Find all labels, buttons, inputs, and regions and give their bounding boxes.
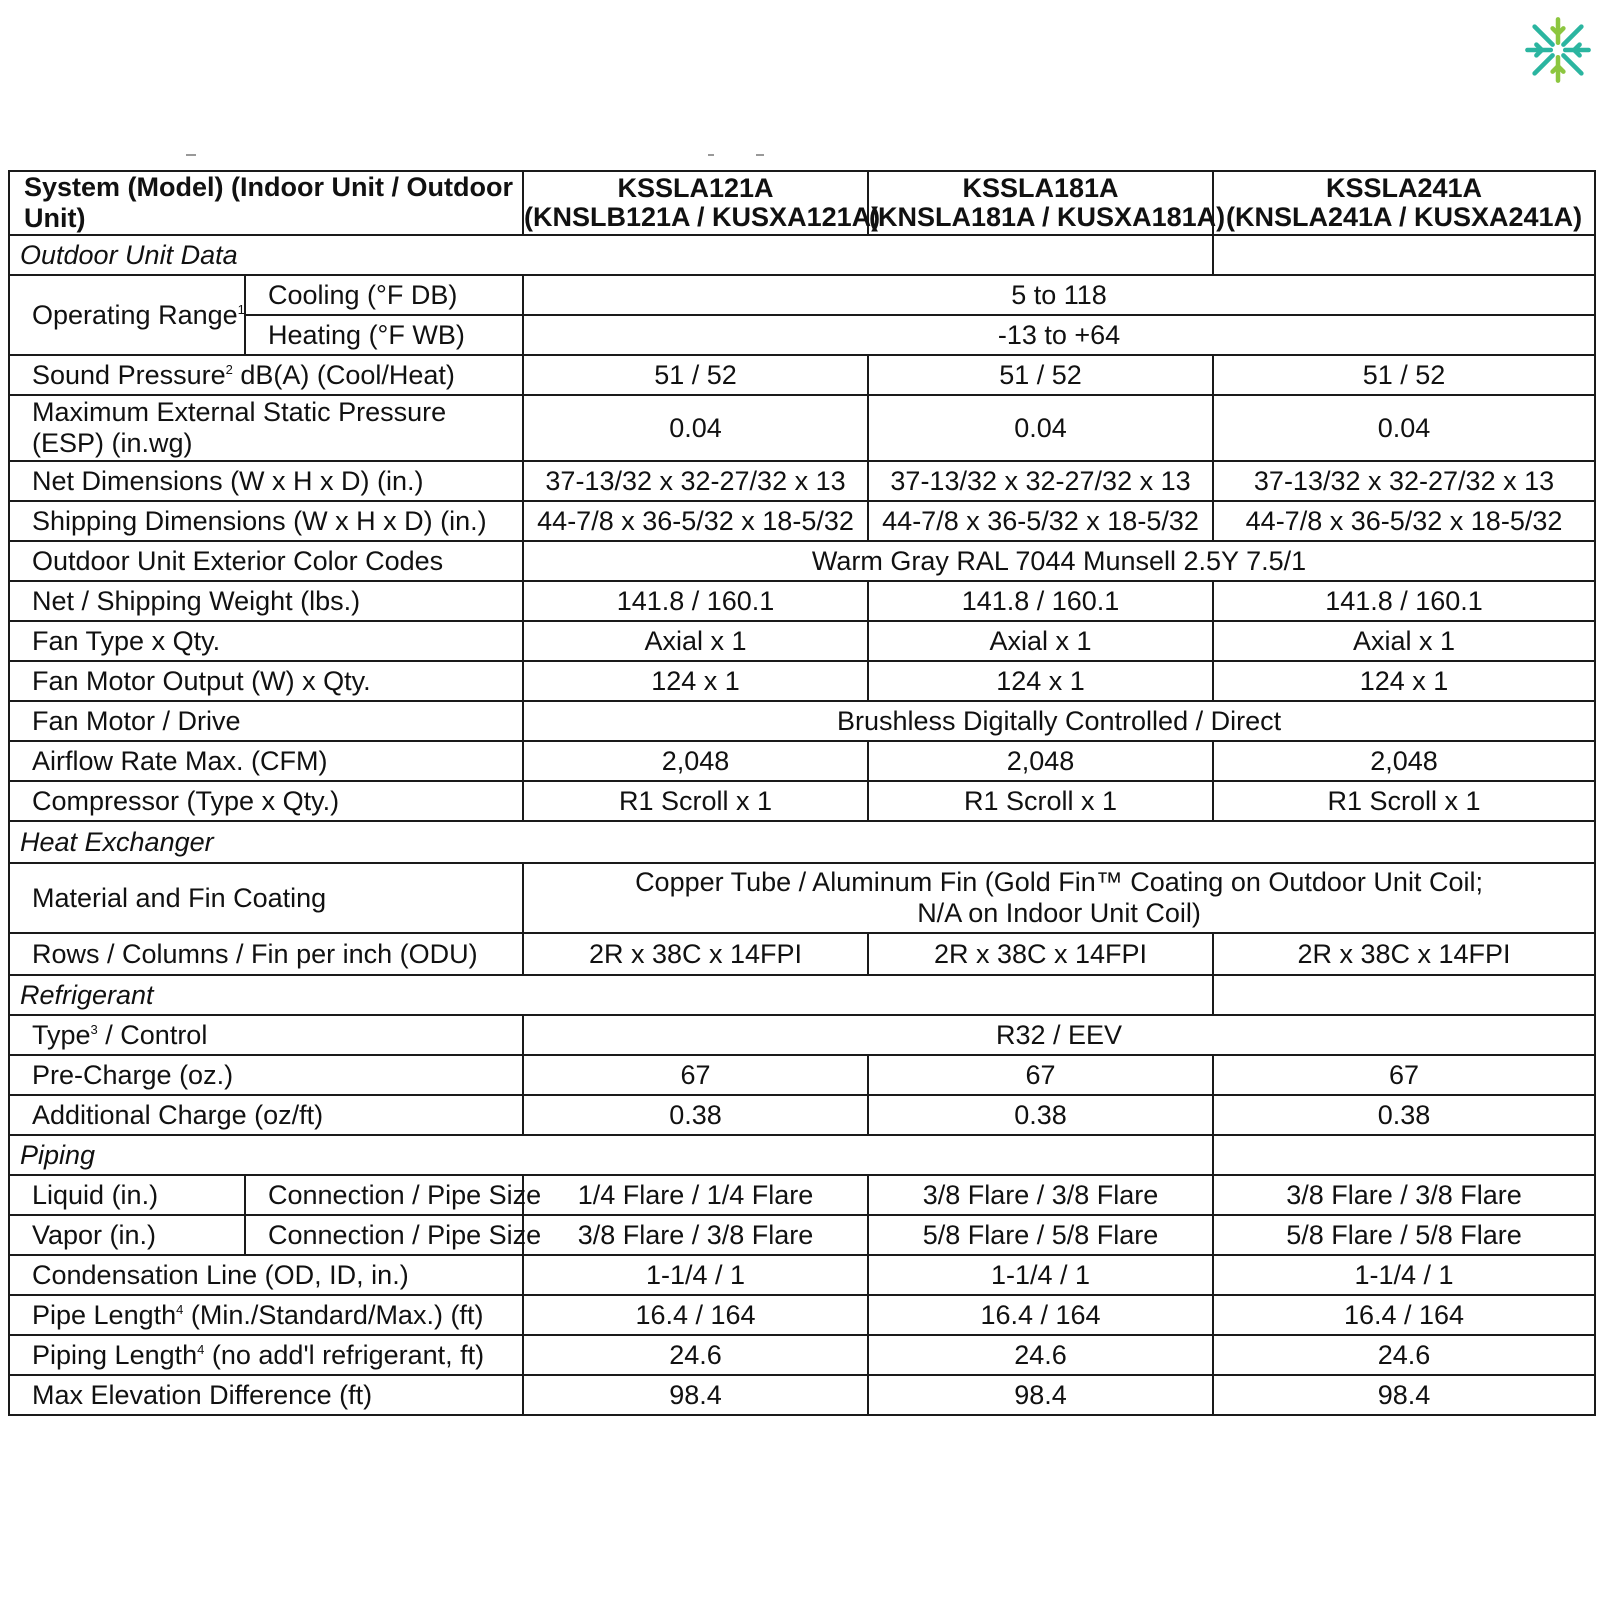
table-cell: 0.38 bbox=[1213, 1095, 1595, 1135]
empty-cell bbox=[1213, 1135, 1595, 1175]
table-cell: 1-1/4 / 1 bbox=[523, 1255, 868, 1295]
table-row bbox=[9, 933, 1595, 975]
elevation-label: Max Elevation Difference (ft) bbox=[9, 1375, 523, 1415]
table-row bbox=[9, 1055, 1595, 1095]
table-cell: 44-7/8 x 36-5/32 x 18-5/32 bbox=[523, 501, 868, 541]
table-cell: 124 x 1 bbox=[1213, 661, 1595, 701]
header-row bbox=[9, 171, 1595, 235]
table-row bbox=[9, 1375, 1595, 1415]
table-row bbox=[9, 395, 1595, 461]
heating-value: -13 to +64 bbox=[523, 315, 1595, 355]
empty-cell bbox=[1213, 975, 1595, 1015]
fan-drive-label: Fan Motor / Drive bbox=[9, 701, 523, 741]
refrigerant-type-label: Type$^3$ / Control bbox=[9, 1015, 523, 1055]
table-cell: 5/8 Flare / 5/8 Flare bbox=[1213, 1215, 1595, 1255]
model-header bbox=[868, 171, 1226, 235]
table-cell: Axial x 1 bbox=[868, 621, 1213, 661]
cropped-text-remnant bbox=[8, 154, 1594, 156]
table-row bbox=[9, 315, 1595, 355]
model-system: KSSLA241A bbox=[1325, 173, 1483, 203]
table-cell: 2,048 bbox=[868, 741, 1213, 781]
cooling-label: Cooling (°F DB) bbox=[245, 275, 523, 315]
fan-drive-value: Brushless Digitally Controlled / Direct bbox=[523, 701, 1595, 741]
table-row bbox=[9, 355, 1595, 395]
table-cell: 98.4 bbox=[1213, 1375, 1595, 1415]
model-units: (KNSLA181A / KUSXA181A) bbox=[869, 202, 1226, 232]
table-cell: 67 bbox=[523, 1055, 868, 1095]
table-cell: 98.4 bbox=[523, 1375, 868, 1415]
section-refrigerant: Refrigerant bbox=[9, 975, 1213, 1015]
table-cell: 2R x 38C x 14FPI bbox=[868, 933, 1213, 975]
table-cell: 0.38 bbox=[523, 1095, 868, 1135]
table-cell: 51 / 52 bbox=[1213, 355, 1595, 395]
liquid-sub-label: Connection / Pipe Size bbox=[245, 1175, 523, 1215]
section-heat-exchanger: Heat Exchanger bbox=[9, 821, 1595, 863]
table-cell: 141.8 / 160.1 bbox=[868, 581, 1213, 621]
liquid-label: Liquid (in.) bbox=[9, 1175, 245, 1215]
color-codes-value: Warm Gray RAL 7044 Munsell 2.5Y 7.5/1 bbox=[523, 541, 1595, 581]
vapor-label: Vapor (in.) bbox=[9, 1215, 245, 1255]
table-cell: 0.38 bbox=[868, 1095, 1213, 1135]
model-system: KSSLA121A bbox=[617, 173, 774, 203]
cooling-value: 5 to 118 bbox=[523, 275, 1595, 315]
table-cell: R1 Scroll x 1 bbox=[1213, 781, 1595, 821]
table-cell: 141.8 / 160.1 bbox=[523, 581, 868, 621]
table-row bbox=[9, 701, 1595, 741]
rows-columns-label: Rows / Columns / Fin per inch (ODU) bbox=[9, 933, 523, 975]
table-cell: 16.4 / 164 bbox=[1213, 1295, 1595, 1335]
table-cell: 24.6 bbox=[868, 1335, 1213, 1375]
weight-label: Net / Shipping Weight (lbs.) bbox=[9, 581, 523, 621]
table-cell: 124 x 1 bbox=[523, 661, 868, 701]
table-cell: 98.4 bbox=[868, 1375, 1213, 1415]
table-cell: Axial x 1 bbox=[523, 621, 868, 661]
fan-output-label: Fan Motor Output (W) x Qty. bbox=[9, 661, 523, 701]
table-row bbox=[9, 461, 1595, 501]
table-cell: 2R x 38C x 14FPI bbox=[523, 933, 868, 975]
table-cell: 37-13/32 x 32-27/32 x 13 bbox=[868, 461, 1213, 501]
sound-pressure-label: Sound Pressure$^2$ dB(A) (Cool/Heat) bbox=[9, 355, 523, 395]
table-row bbox=[9, 1095, 1595, 1135]
model-units: (KNSLB121A / KUSXA121A) bbox=[524, 202, 881, 232]
model-header bbox=[1213, 171, 1595, 235]
table-row bbox=[9, 1295, 1595, 1335]
table-row bbox=[9, 661, 1595, 701]
table-row bbox=[9, 621, 1595, 661]
table-row bbox=[9, 1335, 1595, 1375]
table-cell: 2,048 bbox=[1213, 741, 1595, 781]
table-cell: 2,048 bbox=[523, 741, 868, 781]
table-cell: 1-1/4 / 1 bbox=[1213, 1255, 1595, 1295]
net-dimensions-label: Net Dimensions (W x H x D) (in.) bbox=[9, 461, 523, 501]
snowflake-logo-icon bbox=[1522, 14, 1594, 86]
section-row bbox=[9, 975, 1595, 1015]
empty-cell bbox=[1213, 235, 1595, 275]
table-cell: 3/8 Flare / 3/8 Flare bbox=[523, 1215, 868, 1255]
table-cell: R1 Scroll x 1 bbox=[523, 781, 868, 821]
table-cell: 1/4 Flare / 1/4 Flare bbox=[523, 1175, 868, 1215]
table-cell: 51 / 52 bbox=[868, 355, 1213, 395]
table-cell: R1 Scroll x 1 bbox=[868, 781, 1213, 821]
section-row bbox=[9, 235, 1595, 275]
compressor-label: Compressor (Type x Qty.) bbox=[9, 781, 523, 821]
table-cell: Axial x 1 bbox=[1213, 621, 1595, 661]
table-row bbox=[9, 863, 1595, 933]
table-row bbox=[9, 781, 1595, 821]
table-cell: 0.04 bbox=[523, 395, 868, 461]
pipe-length-label: Pipe Length$^4$ (Min./Standard/Max.) (ft) bbox=[9, 1295, 523, 1335]
table-cell: 124 x 1 bbox=[868, 661, 1213, 701]
table-row bbox=[9, 1015, 1595, 1055]
airflow-label: Airflow Rate Max. (CFM) bbox=[9, 741, 523, 781]
table-cell: 24.6 bbox=[523, 1335, 868, 1375]
table-row bbox=[9, 1175, 1595, 1215]
model-header bbox=[523, 171, 881, 235]
table-cell: 141.8 / 160.1 bbox=[1213, 581, 1595, 621]
spec-table bbox=[8, 170, 1596, 1416]
table-cell: 16.4 / 164 bbox=[523, 1295, 868, 1335]
table-cell: 1-1/4 / 1 bbox=[868, 1255, 1213, 1295]
additional-charge-label: Additional Charge (oz/ft) bbox=[9, 1095, 523, 1135]
shipping-dimensions-label: Shipping Dimensions (W x H x D) (in.) bbox=[9, 501, 523, 541]
condensation-line-label: Condensation Line (OD, ID, in.) bbox=[9, 1255, 523, 1295]
model-system: KSSLA181A bbox=[962, 173, 1119, 203]
heating-label: Heating (°F WB) bbox=[245, 315, 523, 355]
section-outdoor-unit-data: Outdoor Unit Data bbox=[9, 235, 1213, 275]
vapor-sub-label: Connection / Pipe Size bbox=[245, 1215, 523, 1255]
table-row bbox=[9, 1215, 1595, 1255]
table-cell: 37-13/32 x 32-27/32 x 13 bbox=[523, 461, 868, 501]
table-row bbox=[9, 541, 1595, 581]
table-row bbox=[9, 1255, 1595, 1295]
table-cell: 5/8 Flare / 5/8 Flare bbox=[868, 1215, 1213, 1255]
section-row bbox=[9, 821, 1595, 863]
table-cell: 3/8 Flare / 3/8 Flare bbox=[868, 1175, 1213, 1215]
color-codes-label: Outdoor Unit Exterior Color Codes bbox=[9, 541, 523, 581]
section-piping: Piping bbox=[9, 1135, 1213, 1175]
table-row bbox=[9, 501, 1595, 541]
refrigerant-type-value: R32 / EEV bbox=[523, 1015, 1595, 1055]
table-cell: 37-13/32 x 32-27/32 x 13 bbox=[1213, 461, 1595, 501]
material-value bbox=[523, 863, 1595, 933]
table-row bbox=[9, 581, 1595, 621]
table-cell: 2R x 38C x 14FPI bbox=[1213, 933, 1595, 975]
table-cell: 44-7/8 x 36-5/32 x 18-5/32 bbox=[868, 501, 1213, 541]
section-row bbox=[9, 1135, 1595, 1175]
model-units: (KNSLA241A / KUSXA241A) bbox=[1225, 202, 1583, 232]
header-label: System (Model) (Indoor Unit / Outdoor Unit) bbox=[9, 171, 523, 235]
table-cell: 51 / 52 bbox=[523, 355, 868, 395]
table-cell: 67 bbox=[1213, 1055, 1595, 1095]
fan-type-label: Fan Type x Qty. bbox=[9, 621, 523, 661]
piping-length-label: Piping Length$^4$ (no add'l refrigerant, ft) bbox=[9, 1335, 523, 1375]
operating-range-label: Operating Range$^1$ bbox=[9, 275, 245, 355]
table-row bbox=[9, 741, 1595, 781]
pre-charge-label: Pre-Charge (oz.) bbox=[9, 1055, 523, 1095]
material-line-1: Copper Tube / Aluminum Fin (Gold Fin™ Coating on Outdoor Unit Coil; bbox=[635, 867, 1483, 897]
table-cell: 3/8 Flare / 3/8 Flare bbox=[1213, 1175, 1595, 1215]
table-cell: 44-7/8 x 36-5/32 x 18-5/32 bbox=[1213, 501, 1595, 541]
esp-label: Maximum External Static Pressure (ESP) (in.wg) bbox=[9, 395, 523, 461]
material-line-2: N/A on Indoor Unit Coil) bbox=[917, 898, 1201, 928]
table-cell: 16.4 / 164 bbox=[868, 1295, 1213, 1335]
table-cell: 0.04 bbox=[868, 395, 1213, 461]
material-label: Material and Fin Coating bbox=[9, 863, 523, 933]
table-row bbox=[9, 275, 1595, 315]
table-cell: 0.04 bbox=[1213, 395, 1595, 461]
table-cell: 24.6 bbox=[1213, 1335, 1595, 1375]
table-cell: 67 bbox=[868, 1055, 1213, 1095]
